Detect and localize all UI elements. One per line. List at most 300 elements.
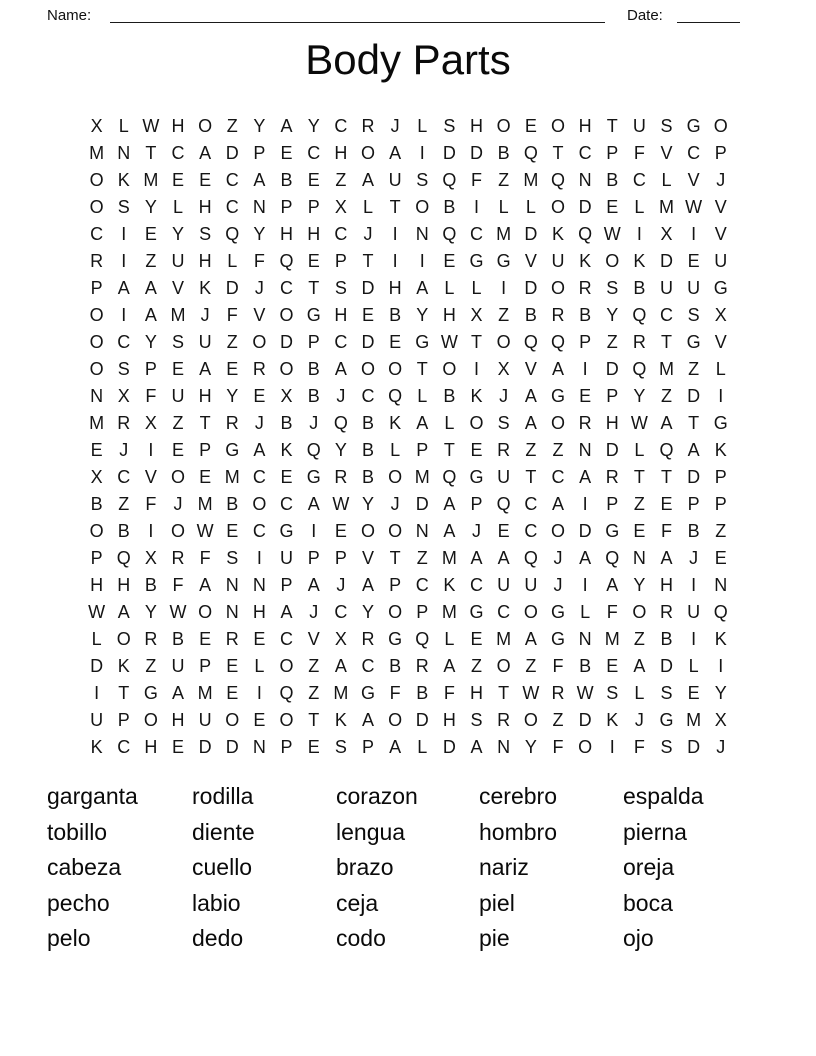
grid-cell[interactable]: M bbox=[604, 629, 620, 649]
grid-cell[interactable]: A bbox=[443, 521, 456, 541]
grid-cell[interactable]: Z bbox=[308, 683, 320, 703]
grid-cell[interactable]: Y bbox=[307, 116, 320, 136]
grid-cell[interactable]: M bbox=[686, 710, 702, 730]
grid-cell[interactable]: I bbox=[582, 494, 588, 514]
grid-cell[interactable]: F bbox=[226, 305, 238, 325]
grid-cell[interactable]: J bbox=[254, 278, 264, 298]
grid-cell[interactable]: T bbox=[606, 116, 618, 136]
grid-cell[interactable]: G bbox=[279, 521, 294, 541]
grid-cell[interactable]: E bbox=[687, 251, 700, 271]
grid-cell[interactable]: L bbox=[634, 683, 645, 703]
grid-cell[interactable]: C bbox=[117, 467, 131, 487]
grid-cell[interactable]: D bbox=[687, 737, 701, 757]
grid-cell[interactable]: E bbox=[579, 386, 592, 406]
grid-cell[interactable]: B bbox=[361, 467, 374, 487]
grid-cell[interactable]: O bbox=[89, 332, 104, 352]
grid-cell[interactable]: P bbox=[280, 737, 293, 757]
grid-cell[interactable]: J bbox=[553, 575, 563, 595]
grid-cell[interactable]: L bbox=[390, 440, 401, 460]
grid-cell[interactable]: Z bbox=[335, 170, 347, 190]
grid-cell[interactable]: A bbox=[389, 143, 402, 163]
grid-cell[interactable]: N bbox=[225, 575, 239, 595]
grid-cell[interactable]: K bbox=[199, 278, 212, 298]
grid-cell[interactable]: E bbox=[389, 332, 402, 352]
grid-cell[interactable]: O bbox=[442, 359, 457, 379]
grid-cell[interactable]: E bbox=[660, 494, 673, 514]
grid-cell[interactable]: B bbox=[660, 629, 673, 649]
grid-cell[interactable]: B bbox=[144, 575, 157, 595]
grid-cell[interactable]: J bbox=[716, 170, 726, 190]
grid-cell[interactable]: D bbox=[442, 737, 456, 757]
grid-cell[interactable]: C bbox=[280, 494, 294, 514]
grid-cell[interactable]: S bbox=[687, 305, 700, 325]
grid-cell[interactable]: X bbox=[90, 467, 103, 487]
grid-cell[interactable]: B bbox=[280, 413, 293, 433]
grid-cell[interactable]: I bbox=[691, 629, 697, 649]
grid-cell[interactable]: Z bbox=[552, 710, 564, 730]
grid-cell[interactable]: W bbox=[685, 197, 703, 217]
grid-cell[interactable]: H bbox=[280, 224, 294, 244]
grid-cell[interactable]: R bbox=[90, 251, 104, 271]
grid-cell[interactable]: F bbox=[443, 683, 455, 703]
grid-cell[interactable]: Z bbox=[226, 332, 238, 352]
grid-cell[interactable]: W bbox=[142, 116, 160, 136]
grid-cell[interactable]: E bbox=[199, 629, 212, 649]
grid-cell[interactable]: I bbox=[691, 575, 697, 595]
grid-cell[interactable]: X bbox=[660, 224, 673, 244]
grid-cell[interactable]: O bbox=[523, 710, 538, 730]
grid-cell[interactable]: E bbox=[280, 143, 293, 163]
grid-cell[interactable]: M bbox=[659, 197, 675, 217]
grid-cell[interactable]: J bbox=[336, 386, 346, 406]
grid-cell[interactable]: Q bbox=[388, 386, 403, 406]
grid-cell[interactable]: D bbox=[524, 278, 538, 298]
grid-cell[interactable]: S bbox=[199, 224, 212, 244]
grid-cell[interactable]: M bbox=[170, 305, 186, 325]
grid-cell[interactable]: D bbox=[578, 197, 592, 217]
grid-cell[interactable]: O bbox=[143, 710, 158, 730]
grid-cell[interactable]: G bbox=[659, 710, 674, 730]
grid-cell[interactable]: D bbox=[225, 278, 239, 298]
grid-cell[interactable]: J bbox=[634, 710, 644, 730]
grid-cell[interactable]: U bbox=[524, 575, 538, 595]
grid-cell[interactable]: C bbox=[470, 224, 484, 244]
grid-cell[interactable]: Y bbox=[253, 116, 266, 136]
grid-cell[interactable]: N bbox=[714, 575, 728, 595]
grid-cell[interactable]: I bbox=[148, 440, 154, 460]
grid-cell[interactable]: B bbox=[117, 521, 130, 541]
grid-cell[interactable]: E bbox=[633, 521, 646, 541]
grid-cell[interactable]: N bbox=[578, 440, 592, 460]
grid-cell[interactable]: B bbox=[280, 170, 293, 190]
grid-cell[interactable]: E bbox=[687, 683, 700, 703]
grid-cell[interactable]: P bbox=[687, 494, 700, 514]
grid-cell[interactable]: O bbox=[225, 710, 240, 730]
grid-cell[interactable]: Z bbox=[688, 359, 700, 379]
grid-cell[interactable]: F bbox=[145, 494, 157, 514]
grid-cell[interactable]: O bbox=[523, 602, 538, 622]
grid-cell[interactable]: T bbox=[688, 413, 700, 433]
grid-cell[interactable]: I bbox=[474, 359, 480, 379]
grid-cell[interactable]: L bbox=[444, 413, 455, 433]
grid-cell[interactable]: K bbox=[443, 575, 456, 595]
grid-cell[interactable]: S bbox=[171, 332, 184, 352]
grid-cell[interactable]: U bbox=[497, 467, 511, 487]
grid-cell[interactable]: G bbox=[143, 683, 158, 703]
grid-cell[interactable]: C bbox=[361, 656, 375, 676]
grid-cell[interactable]: S bbox=[497, 413, 510, 433]
grid-cell[interactable]: P bbox=[90, 278, 103, 298]
grid-cell[interactable]: A bbox=[280, 116, 293, 136]
grid-cell[interactable]: Y bbox=[361, 494, 374, 514]
grid-cell[interactable]: L bbox=[580, 602, 591, 622]
grid-cell[interactable]: A bbox=[280, 602, 293, 622]
grid-cell[interactable]: D bbox=[415, 494, 429, 514]
grid-cell[interactable]: N bbox=[117, 143, 131, 163]
grid-cell[interactable]: R bbox=[225, 629, 239, 649]
grid-cell[interactable]: J bbox=[472, 521, 482, 541]
grid-cell[interactable]: Y bbox=[524, 737, 537, 757]
grid-cell[interactable]: T bbox=[633, 467, 645, 487]
grid-cell[interactable]: R bbox=[605, 467, 619, 487]
grid-cell[interactable]: P bbox=[334, 251, 347, 271]
grid-cell[interactable]: X bbox=[334, 629, 347, 649]
grid-cell[interactable]: J bbox=[336, 575, 346, 595]
grid-cell[interactable]: M bbox=[441, 602, 457, 622]
grid-cell[interactable]: W bbox=[603, 224, 621, 244]
grid-cell[interactable]: E bbox=[90, 440, 103, 460]
grid-cell[interactable]: J bbox=[363, 224, 373, 244]
grid-cell[interactable]: Q bbox=[442, 224, 457, 244]
grid-cell[interactable]: R bbox=[415, 656, 429, 676]
grid-cell[interactable]: N bbox=[252, 737, 266, 757]
grid-cell[interactable]: R bbox=[225, 413, 239, 433]
grid-cell[interactable]: O bbox=[496, 116, 511, 136]
grid-cell[interactable]: L bbox=[688, 656, 699, 676]
grid-cell[interactable]: R bbox=[551, 305, 565, 325]
grid-cell[interactable]: A bbox=[253, 170, 266, 190]
grid-cell[interactable]: T bbox=[498, 683, 510, 703]
grid-cell[interactable]: H bbox=[117, 575, 131, 595]
grid-cell[interactable]: F bbox=[633, 737, 645, 757]
grid-cell[interactable]: W bbox=[440, 332, 458, 352]
grid-cell[interactable]: P bbox=[199, 440, 212, 460]
grid-cell[interactable]: M bbox=[496, 224, 512, 244]
grid-cell[interactable]: O bbox=[713, 116, 728, 136]
grid-cell[interactable]: A bbox=[497, 548, 510, 568]
grid-cell[interactable]: H bbox=[307, 224, 321, 244]
grid-cell[interactable]: O bbox=[279, 656, 294, 676]
grid-cell[interactable]: T bbox=[525, 467, 537, 487]
grid-cell[interactable]: Z bbox=[633, 629, 645, 649]
grid-cell[interactable]: C bbox=[117, 332, 131, 352]
grid-cell[interactable]: P bbox=[280, 575, 293, 595]
grid-cell[interactable]: U bbox=[687, 602, 701, 622]
grid-cell[interactable]: O bbox=[578, 737, 593, 757]
grid-cell[interactable]: X bbox=[144, 548, 157, 568]
grid-cell[interactable]: P bbox=[606, 494, 619, 514]
grid-cell[interactable]: L bbox=[525, 197, 536, 217]
grid-cell[interactable]: A bbox=[470, 548, 483, 568]
grid-cell[interactable]: N bbox=[252, 575, 266, 595]
grid-cell[interactable]: H bbox=[198, 251, 212, 271]
grid-cell[interactable]: L bbox=[444, 278, 455, 298]
grid-cell[interactable]: P bbox=[579, 332, 592, 352]
grid-cell[interactable]: X bbox=[144, 413, 157, 433]
grid-cell[interactable]: A bbox=[660, 413, 673, 433]
grid-cell[interactable]: E bbox=[606, 656, 619, 676]
grid-cell[interactable]: R bbox=[497, 710, 511, 730]
grid-cell[interactable]: O bbox=[279, 305, 294, 325]
grid-cell[interactable]: Q bbox=[415, 629, 430, 649]
grid-cell[interactable]: K bbox=[714, 629, 727, 649]
grid-cell[interactable]: O bbox=[198, 602, 213, 622]
grid-cell[interactable]: C bbox=[90, 224, 104, 244]
grid-cell[interactable]: Q bbox=[632, 359, 647, 379]
grid-cell[interactable]: R bbox=[117, 413, 131, 433]
grid-cell[interactable]: T bbox=[308, 278, 320, 298]
grid-cell[interactable]: R bbox=[551, 683, 565, 703]
grid-cell[interactable]: L bbox=[254, 656, 265, 676]
grid-cell[interactable]: L bbox=[444, 629, 455, 649]
grid-cell[interactable]: A bbox=[416, 278, 429, 298]
grid-cell[interactable]: L bbox=[661, 170, 672, 190]
grid-cell[interactable]: A bbox=[443, 656, 456, 676]
grid-cell[interactable]: W bbox=[576, 683, 594, 703]
grid-cell[interactable]: D bbox=[198, 737, 212, 757]
grid-cell[interactable]: S bbox=[117, 197, 130, 217]
name-blank-line[interactable] bbox=[110, 1, 605, 23]
grid-cell[interactable]: Z bbox=[633, 494, 645, 514]
grid-cell[interactable]: N bbox=[90, 386, 104, 406]
grid-cell[interactable]: B bbox=[633, 278, 646, 298]
grid-cell[interactable]: S bbox=[334, 278, 347, 298]
grid-cell[interactable]: A bbox=[579, 467, 592, 487]
grid-cell[interactable]: R bbox=[361, 629, 375, 649]
grid-cell[interactable]: O bbox=[388, 602, 403, 622]
grid-cell[interactable]: Z bbox=[226, 116, 238, 136]
grid-cell[interactable]: S bbox=[416, 170, 429, 190]
grid-cell[interactable]: Y bbox=[144, 197, 157, 217]
grid-cell[interactable]: G bbox=[306, 305, 321, 325]
grid-cell[interactable]: N bbox=[252, 197, 266, 217]
grid-cell[interactable]: Z bbox=[416, 548, 428, 568]
grid-cell[interactable]: E bbox=[171, 440, 184, 460]
grid-cell[interactable]: M bbox=[523, 170, 539, 190]
grid-cell[interactable]: G bbox=[469, 602, 484, 622]
grid-cell[interactable]: H bbox=[442, 710, 456, 730]
grid-cell[interactable]: H bbox=[334, 143, 348, 163]
grid-cell[interactable]: J bbox=[390, 116, 400, 136]
grid-cell[interactable]: B bbox=[687, 521, 700, 541]
grid-cell[interactable]: F bbox=[633, 143, 645, 163]
grid-cell[interactable]: V bbox=[524, 251, 537, 271]
grid-cell[interactable]: X bbox=[280, 386, 293, 406]
grid-cell[interactable]: O bbox=[388, 467, 403, 487]
grid-cell[interactable]: A bbox=[579, 548, 592, 568]
grid-cell[interactable]: B bbox=[579, 656, 592, 676]
grid-cell[interactable]: A bbox=[551, 359, 564, 379]
grid-cell[interactable]: O bbox=[89, 359, 104, 379]
grid-cell[interactable]: R bbox=[578, 278, 592, 298]
grid-cell[interactable]: Q bbox=[713, 602, 728, 622]
grid-cell[interactable]: L bbox=[471, 278, 482, 298]
grid-cell[interactable]: J bbox=[499, 386, 509, 406]
grid-cell[interactable]: N bbox=[225, 602, 239, 622]
grid-cell[interactable]: Q bbox=[279, 683, 294, 703]
grid-cell[interactable]: T bbox=[443, 440, 455, 460]
grid-cell[interactable]: A bbox=[660, 548, 673, 568]
grid-cell[interactable]: W bbox=[196, 521, 214, 541]
grid-cell[interactable]: H bbox=[198, 197, 212, 217]
grid-cell[interactable]: A bbox=[361, 575, 374, 595]
grid-cell[interactable]: A bbox=[389, 737, 402, 757]
grid-cell[interactable]: J bbox=[119, 440, 129, 460]
grid-cell[interactable]: V bbox=[253, 305, 266, 325]
grid-cell[interactable]: B bbox=[416, 683, 429, 703]
grid-cell[interactable]: S bbox=[443, 116, 456, 136]
grid-cell[interactable]: D bbox=[280, 332, 294, 352]
grid-cell[interactable]: Q bbox=[306, 440, 321, 460]
grid-cell[interactable]: Z bbox=[308, 656, 320, 676]
grid-cell[interactable]: B bbox=[443, 197, 456, 217]
grid-cell[interactable]: E bbox=[226, 521, 239, 541]
grid-cell[interactable]: Z bbox=[498, 305, 510, 325]
grid-cell[interactable]: I bbox=[474, 197, 480, 217]
grid-cell[interactable]: X bbox=[334, 197, 347, 217]
grid-cell[interactable]: D bbox=[578, 521, 592, 541]
grid-cell[interactable]: E bbox=[171, 359, 184, 379]
grid-cell[interactable]: H bbox=[252, 602, 266, 622]
grid-cell[interactable]: R bbox=[578, 413, 592, 433]
grid-cell[interactable]: Q bbox=[333, 413, 348, 433]
grid-cell[interactable]: W bbox=[332, 494, 350, 514]
grid-cell[interactable]: C bbox=[524, 494, 538, 514]
grid-cell[interactable]: V bbox=[171, 278, 184, 298]
grid-cell[interactable]: T bbox=[308, 710, 320, 730]
grid-cell[interactable]: D bbox=[90, 656, 104, 676]
grid-cell[interactable]: J bbox=[553, 548, 563, 568]
grid-cell[interactable]: Q bbox=[442, 467, 457, 487]
grid-cell[interactable]: E bbox=[226, 656, 239, 676]
grid-cell[interactable]: A bbox=[361, 170, 374, 190]
grid-cell[interactable]: Z bbox=[172, 413, 184, 433]
grid-cell[interactable]: P bbox=[470, 494, 483, 514]
grid-cell[interactable]: Q bbox=[523, 332, 538, 352]
grid-cell[interactable]: L bbox=[417, 116, 428, 136]
grid-cell[interactable]: D bbox=[442, 143, 456, 163]
grid-cell[interactable]: R bbox=[144, 629, 158, 649]
grid-cell[interactable]: J bbox=[309, 413, 319, 433]
grid-cell[interactable]: X bbox=[497, 359, 510, 379]
grid-cell[interactable]: F bbox=[606, 602, 618, 622]
grid-cell[interactable]: G bbox=[686, 332, 701, 352]
grid-cell[interactable]: K bbox=[633, 251, 646, 271]
grid-cell[interactable]: M bbox=[89, 143, 105, 163]
grid-cell[interactable]: Y bbox=[361, 602, 374, 622]
grid-cell[interactable]: A bbox=[171, 683, 184, 703]
grid-cell[interactable]: P bbox=[389, 575, 402, 595]
grid-cell[interactable]: O bbox=[89, 170, 104, 190]
grid-cell[interactable]: F bbox=[145, 386, 157, 406]
grid-cell[interactable]: S bbox=[226, 548, 239, 568]
grid-cell[interactable]: U bbox=[198, 710, 212, 730]
grid-cell[interactable]: O bbox=[388, 521, 403, 541]
grid-cell[interactable]: M bbox=[414, 467, 430, 487]
grid-cell[interactable]: D bbox=[415, 710, 429, 730]
grid-cell[interactable]: C bbox=[470, 575, 484, 595]
grid-cell[interactable]: M bbox=[89, 413, 105, 433]
grid-cell[interactable]: P bbox=[280, 197, 293, 217]
grid-cell[interactable]: Y bbox=[144, 602, 157, 622]
grid-cell[interactable]: G bbox=[496, 251, 511, 271]
grid-cell[interactable]: R bbox=[361, 116, 375, 136]
grid-cell[interactable]: A bbox=[199, 143, 212, 163]
grid-cell[interactable]: S bbox=[660, 737, 673, 757]
grid-cell[interactable]: Q bbox=[279, 251, 294, 271]
grid-cell[interactable]: O bbox=[496, 332, 511, 352]
grid-cell[interactable]: E bbox=[226, 359, 239, 379]
grid-cell[interactable]: U bbox=[90, 710, 104, 730]
grid-cell[interactable]: C bbox=[280, 629, 294, 649]
grid-cell[interactable]: F bbox=[471, 170, 483, 190]
grid-cell[interactable]: O bbox=[198, 116, 213, 136]
grid-cell[interactable]: B bbox=[497, 143, 510, 163]
date-blank-line[interactable] bbox=[677, 1, 740, 23]
grid-cell[interactable]: I bbox=[256, 683, 262, 703]
grid-cell[interactable]: P bbox=[144, 359, 157, 379]
grid-cell[interactable]: F bbox=[552, 737, 564, 757]
grid-cell[interactable]: Z bbox=[525, 440, 537, 460]
grid-cell[interactable]: E bbox=[307, 737, 320, 757]
grid-cell[interactable]: H bbox=[442, 305, 456, 325]
grid-cell[interactable]: P bbox=[307, 197, 320, 217]
grid-cell[interactable]: M bbox=[197, 494, 213, 514]
grid-cell[interactable]: P bbox=[606, 386, 619, 406]
grid-cell[interactable]: I bbox=[419, 251, 425, 271]
grid-cell[interactable]: E bbox=[606, 197, 619, 217]
grid-cell[interactable]: O bbox=[170, 521, 185, 541]
grid-cell[interactable]: Q bbox=[116, 548, 131, 568]
grid-cell[interactable]: H bbox=[578, 116, 592, 136]
grid-cell[interactable]: O bbox=[550, 521, 565, 541]
grid-cell[interactable]: J bbox=[254, 413, 264, 433]
grid-cell[interactable]: C bbox=[632, 170, 646, 190]
grid-cell[interactable]: C bbox=[660, 305, 674, 325]
grid-cell[interactable]: D bbox=[687, 386, 701, 406]
grid-cell[interactable]: A bbox=[253, 440, 266, 460]
grid-cell[interactable]: Z bbox=[606, 332, 618, 352]
grid-cell[interactable]: P bbox=[253, 143, 266, 163]
grid-cell[interactable]: O bbox=[170, 467, 185, 487]
grid-cell[interactable]: A bbox=[117, 278, 130, 298]
grid-cell[interactable]: M bbox=[441, 548, 457, 568]
grid-cell[interactable]: P bbox=[714, 494, 727, 514]
grid-cell[interactable]: Z bbox=[145, 656, 157, 676]
grid-cell[interactable]: I bbox=[691, 224, 697, 244]
grid-cell[interactable]: C bbox=[524, 521, 538, 541]
grid-cell[interactable]: G bbox=[469, 251, 484, 271]
grid-cell[interactable]: A bbox=[551, 494, 564, 514]
grid-cell[interactable]: O bbox=[279, 710, 294, 730]
grid-cell[interactable]: I bbox=[419, 143, 425, 163]
grid-cell[interactable]: M bbox=[659, 359, 675, 379]
grid-cell[interactable]: O bbox=[632, 602, 647, 622]
grid-cell[interactable]: P bbox=[334, 548, 347, 568]
grid-cell[interactable]: Z bbox=[552, 440, 564, 460]
grid-cell[interactable]: V bbox=[714, 224, 727, 244]
grid-cell[interactable]: K bbox=[389, 413, 402, 433]
